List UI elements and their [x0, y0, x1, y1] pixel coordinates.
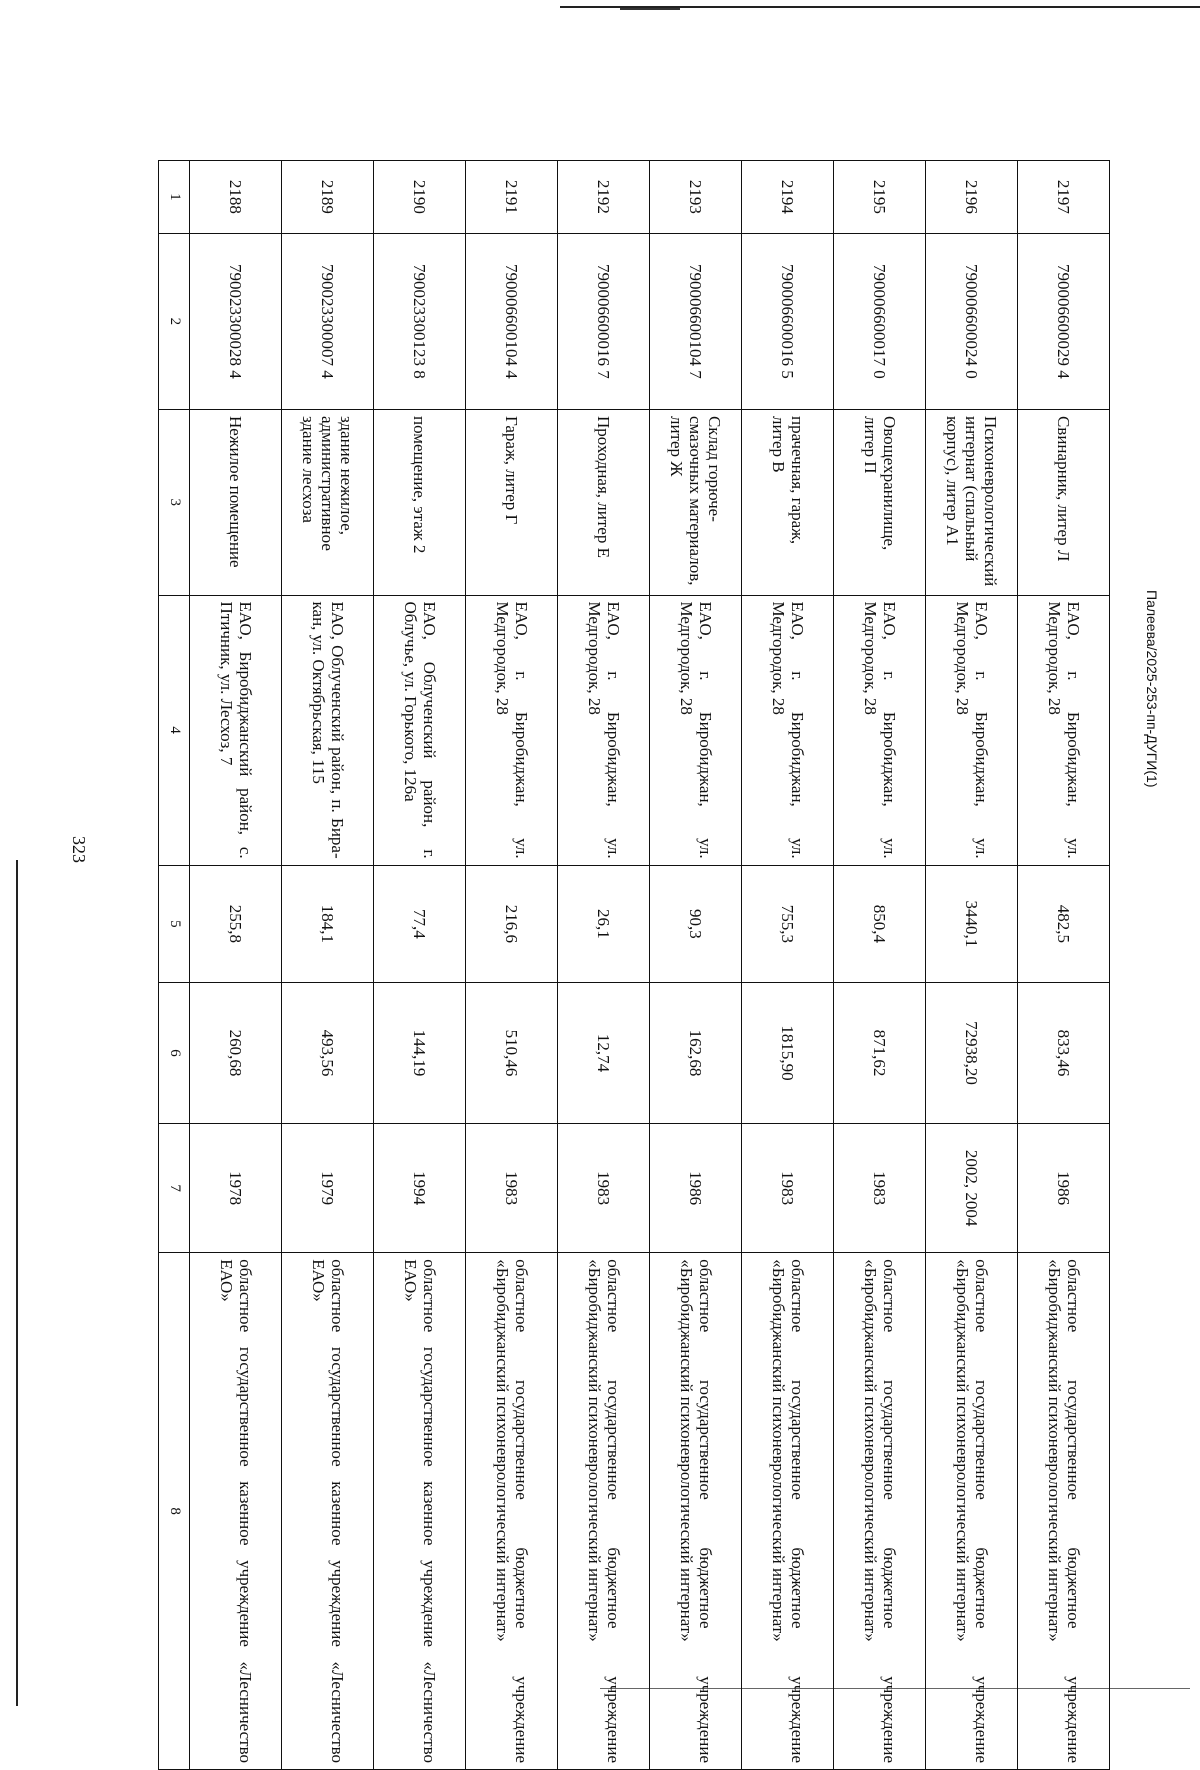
cell-holder: областное государственное бюджетное учреждение «Биробиджанский психоневрологический интернат» [834, 1253, 926, 1770]
cell-year: 1983 [466, 1124, 558, 1253]
cell-object-name: Склад горюче-смазочных материалов, литер Ж [650, 409, 742, 595]
cell-area: 90,3 [650, 865, 742, 982]
column-header-6: 6 [159, 983, 190, 1124]
cell-area: 3440,1 [926, 865, 1018, 982]
cell-area: 482,5 [1018, 865, 1110, 982]
page-number: 323 [69, 836, 89, 863]
cell-value: 493,56 [282, 983, 374, 1124]
cell-address: ЕАО, г. Биробиджан, ул. Медгородок, 28 [834, 595, 926, 865]
cell-holder: областное государственное бюджетное учреждение «Биробиджанский психоневрологический интернат» [558, 1253, 650, 1770]
cell-year: 1983 [742, 1124, 834, 1253]
cell-value: 871,62 [834, 983, 926, 1124]
cell-cadastral-number: 790006600024 0 [926, 233, 1018, 409]
cell-row-number: 2195 [834, 161, 926, 234]
cell-cadastral-number: 790006600104 4 [466, 233, 558, 409]
cell-year: 2002, 2004 [926, 1124, 1018, 1253]
cell-row-number: 2194 [742, 161, 834, 234]
cell-object-name: помещение, этаж 2 [374, 409, 466, 595]
cell-object-name: Нежилое помещение [190, 409, 282, 595]
column-header-4: 4 [159, 595, 190, 865]
cell-value: 1815,90 [742, 983, 834, 1124]
cell-cadastral-number: 790006600029 4 [1018, 233, 1110, 409]
cell-cadastral-number: 790023300028 4 [190, 233, 282, 409]
cell-row-number: 2196 [926, 161, 1018, 234]
table-row [374, 161, 466, 1770]
cell-value: 260,68 [190, 983, 282, 1124]
cell-address: ЕАО, Биробиджанский район, с. Птичник, ул. Лесхоз, 7 [190, 595, 282, 865]
cell-object-name: Проходная, литер Е [558, 409, 650, 595]
table-row [558, 161, 650, 1770]
cell-value: 510,46 [466, 983, 558, 1124]
cell-year: 1994 [374, 1124, 466, 1253]
cell-object-name: здание нежилое, административное здание лесхоза [282, 409, 374, 595]
cell-holder: областное государственное бюджетное учреждение «Биробиджанский психоневрологический интернат» [926, 1253, 1018, 1770]
cell-area: 850,4 [834, 865, 926, 982]
cell-area: 755,3 [742, 865, 834, 982]
cell-object-name: прачечная, гараж, литер В [742, 409, 834, 595]
cell-address: ЕАО, г. Биробиджан, ул. Медгородок, 28 [650, 595, 742, 865]
column-header-2: 2 [159, 233, 190, 409]
cell-row-number: 2191 [466, 161, 558, 234]
cell-address: ЕАО, г. Биробиджан, ул. Медгородок, 28 [466, 595, 558, 865]
table-row [190, 161, 282, 1770]
cell-address: ЕАО, г. Биробиджан, ул. Медгородок, 28 [558, 595, 650, 865]
column-header-3: 3 [159, 409, 190, 595]
cell-year: 1978 [190, 1124, 282, 1253]
cell-row-number: 2190 [374, 161, 466, 234]
cell-year: 1983 [834, 1124, 926, 1253]
cell-value: 144,19 [374, 983, 466, 1124]
column-header-8: 8 [159, 1253, 190, 1770]
property-registry-table [158, 160, 1110, 1770]
cell-area: 255,8 [190, 865, 282, 982]
cell-address: ЕАО, г. Биробиджан, ул. Медгородок, 28 [1018, 595, 1110, 865]
cell-year: 1979 [282, 1124, 374, 1253]
table-row [282, 161, 374, 1770]
cell-area: 216,6 [466, 865, 558, 982]
cell-cadastral-number: 790006600016 5 [742, 233, 834, 409]
cell-year: 1986 [1018, 1124, 1110, 1253]
cell-year: 1986 [650, 1124, 742, 1253]
cell-row-number: 2189 [282, 161, 374, 234]
cell-year: 1983 [558, 1124, 650, 1253]
cell-cadastral-number: 790023300123 8 [374, 233, 466, 409]
cell-holder: областное государственное казенное учреждение «Лесничество ЕАО» [374, 1253, 466, 1770]
cell-row-number: 2192 [558, 161, 650, 234]
table-row [742, 161, 834, 1770]
cell-address: ЕАО, Облученский район, п. Биракан, ул. Октябрьская, 115 [282, 595, 374, 865]
cell-holder: областное государственное бюджетное учреждение «Биробиджанский психоневрологический интернат» [1018, 1253, 1110, 1770]
cell-value: 12,74 [558, 983, 650, 1124]
table-row [926, 161, 1018, 1770]
cell-cadastral-number: 790023300007 4 [282, 233, 374, 409]
header-row [159, 161, 190, 1770]
cell-cadastral-number: 790006600104 7 [650, 233, 742, 409]
footer-reference: Палеева/2025-253-пп-ДУГИ(1) [1144, 590, 1160, 788]
cell-object-name: Свинарник, литер Л [1018, 409, 1110, 595]
cell-object-name: Гараж, литер Г [466, 409, 558, 595]
cell-address: ЕАО, г. Биробиджан, ул. Медгородок, 28 [926, 595, 1018, 865]
table-row [466, 161, 558, 1770]
table-row [650, 161, 742, 1770]
cell-row-number: 2188 [190, 161, 282, 234]
cell-cadastral-number: 790006600017 0 [834, 233, 926, 409]
cell-holder: областное государственное бюджетное учреждение «Биробиджанский психоневрологический интернат» [466, 1253, 558, 1770]
cell-object-name: Психоневрологический интернат (спальный корпус), литер А1 [926, 409, 1018, 595]
cell-area: 26,1 [558, 865, 650, 982]
cell-area: 77,4 [374, 865, 466, 982]
cell-row-number: 2193 [650, 161, 742, 234]
cell-holder: областное государственное казенное учреждение «Лесничество ЕАО» [282, 1253, 374, 1770]
cell-object-name: Овощехранилище, литер П [834, 409, 926, 595]
cell-address: ЕАО, Облученский район, г. Облучье, ул. Горького, 126а [374, 595, 466, 865]
cell-holder: областное государственное бюджетное учреждение «Биробиджанский психоневрологический интернат» [742, 1253, 834, 1770]
cell-holder: областное государственное казенное учреждение «Лесничество ЕАО» [190, 1253, 282, 1770]
cell-value: 72938,20 [926, 983, 1018, 1124]
footer-wrapper [1058, 0, 1098, 1706]
table-row [834, 161, 926, 1770]
cell-value: 833,46 [1018, 983, 1110, 1124]
cell-area: 184,1 [282, 865, 374, 982]
column-header-1: 1 [159, 161, 190, 234]
cell-row-number: 2197 [1018, 161, 1110, 234]
column-header-5: 5 [159, 865, 190, 982]
column-header-7: 7 [159, 1124, 190, 1253]
cell-holder: областное государственное бюджетное учреждение «Биробиджанский психоневрологический интернат» [650, 1253, 742, 1770]
cell-address: ЕАО, г. Биробиджан, ул. Медгородок, 28 [742, 595, 834, 865]
cell-value: 162,68 [650, 983, 742, 1124]
cell-cadastral-number: 790006600016 7 [558, 233, 650, 409]
